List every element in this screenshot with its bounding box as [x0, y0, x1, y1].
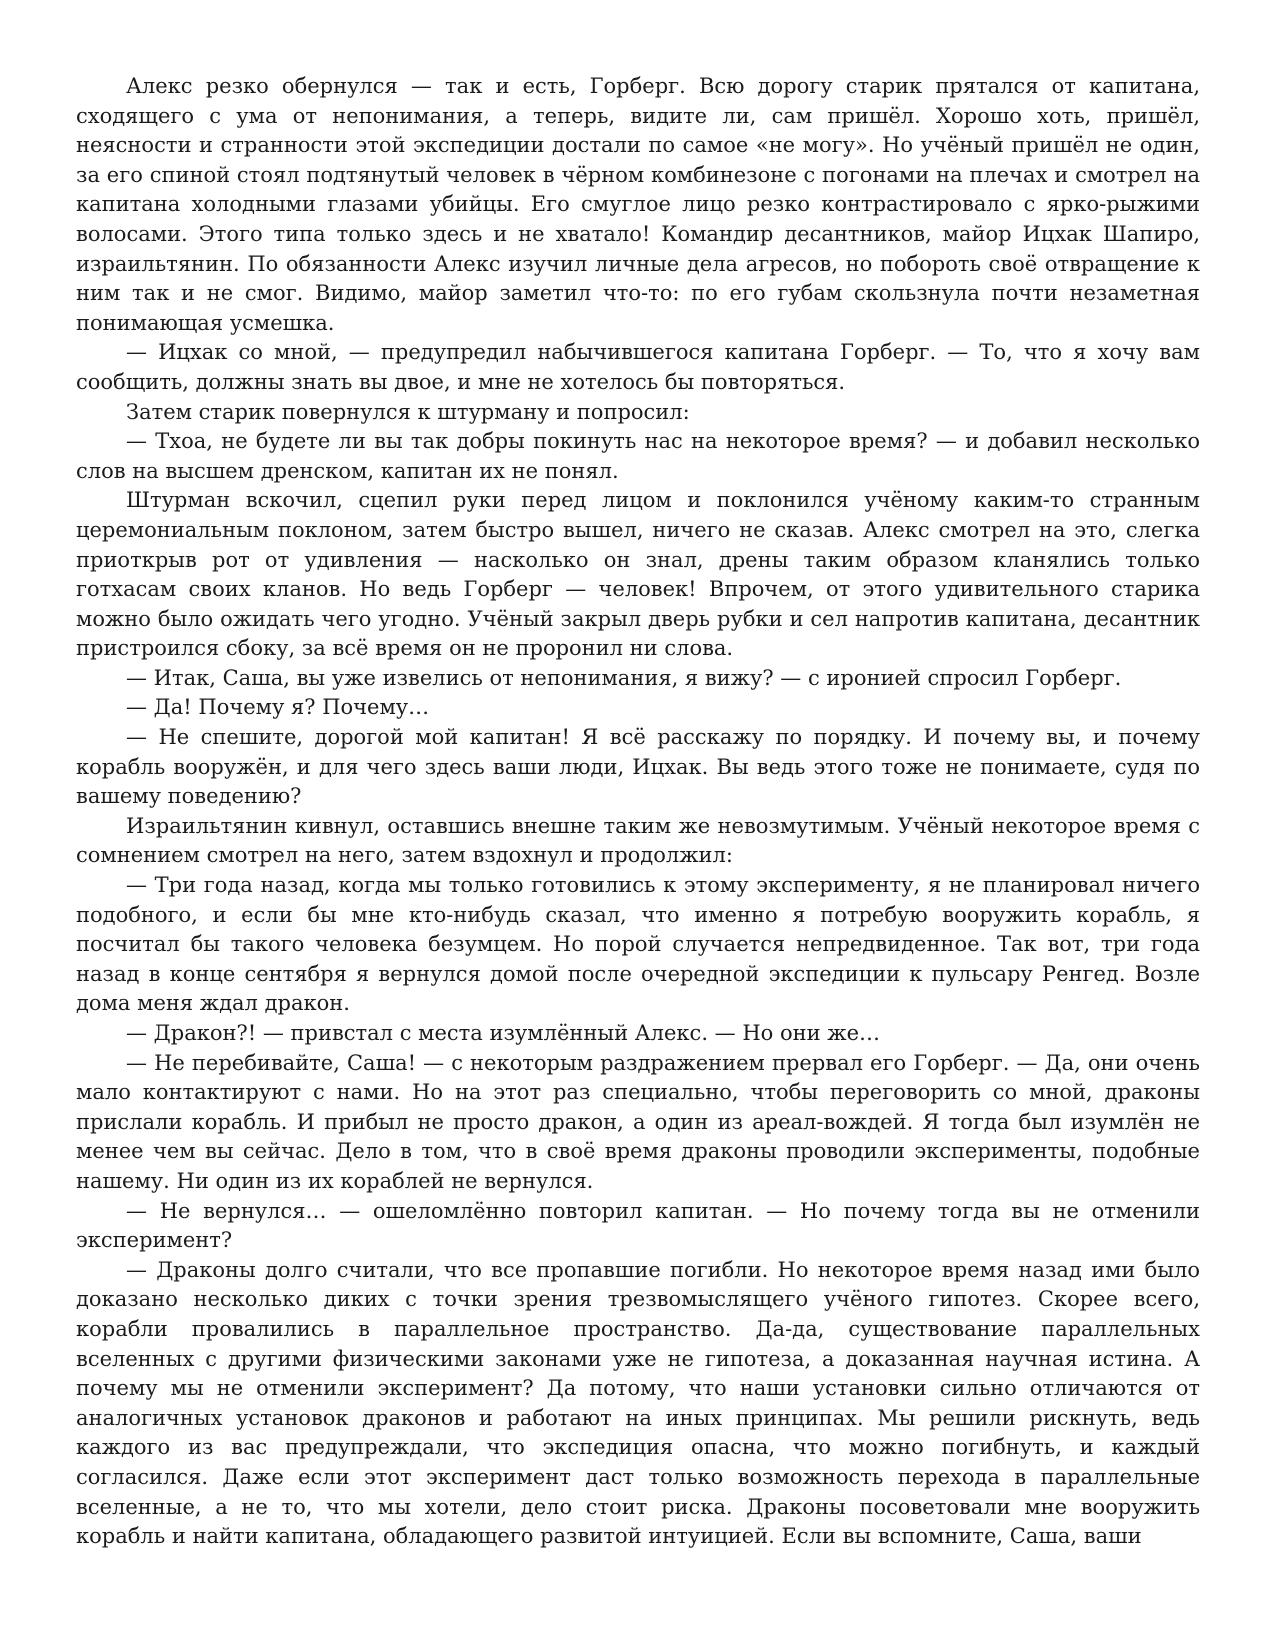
book-page — [76, 72, 1200, 1552]
paragraph: — Тхоа, не будете ли вы так добры покинуть нас на некоторое время? — и добавил несколько слов на высшем дренском, капитан их не понял. — [76, 429, 1200, 483]
paragraph: Израильтянин кивнул, оставшись внешне таким же невозмутимым. Учёный некоторое время с сомнением смотрел на него, затем вздохнул и продолжил: — [76, 813, 1200, 868]
paragraph: Затем старик повернулся к штурману и попросил: — [126, 399, 690, 424]
paragraph: — Не вернулся… — ошеломлённо повторил капитан. — Но почему тогда вы не отменили эксперимент? — [76, 1198, 1200, 1253]
paragraph: — Не спешите, дорогой мой капитан! Я всё расскажу по порядку. И почему вы, и почему корабль вооружён, и для чего здесь ваши люди, Ицхак. Вы ведь этого тоже не понимаете, судя по вашему поведению? — [76, 725, 1200, 809]
paragraph: — Итак, Саша, вы уже извелись от непонимания, я вижу? — с иронией спросил Горберг. — [126, 665, 1122, 690]
paragraph: — Да! Почему я? Почему… — [126, 695, 430, 720]
paragraph: Алекс резко обернулся — так и есть, Горберг. Всю дорогу старик прятался от капитана, сходящего с ума от непонимания, а теперь, видите ли, сам пришёл. Хорошо хоть, пришёл, неясности и странности этой экспедиции достали по самое «не могу». Но учёный пришёл не один, за его спиной стоял подтянутый человек в чёрном комбинезоне с погонами на плечах и смотрел на капитана холодными глазами убийцы. Его смуглое лицо резко контрастировало с ярко-рыжими волосами. Этого типа только здесь и не хватало! Командир десантников, майор Ицхак Шапиро, израильтянин. По обязанности Алекс изучил личные дела агресов, но побороть своё отвращение к ним так и не смог. Видимо, майор заметил что-то: по его губам скользнула почти незаметная понимающая усмешка. — [76, 74, 1200, 335]
paragraph: — Три года назад, когда мы только готовились к этому эксперименту, я не планировал ничего подобного, и если бы мне кто-нибудь сказал, что именно я потребую вооружить корабль, я посчитал бы такого человека безумцем. Но порой случается непредвиденное. Так вот, три года назад в конце сентября я вернулся домой после очередной экспедиции к пульсару Ренгед. Возле дома меня ждал дракон. — [76, 873, 1200, 1016]
paragraph: — Дракон?! — привстал с места изумлённый Алекс. — Но они же… — [126, 1021, 881, 1045]
paragraph: — Ицхак со мной, — предупредил набычившегося капитана Горберг. — То, что я хочу вам сообщить, должны знать вы двое, и мне не хотелось бы повторяться. — [76, 340, 1200, 394]
paragraph: — Драконы долго считали, что все пропавшие погибли. Но некоторое время назад ими было доказано несколько диких с точки зрения трезвомыслящего учёного гипотез. Скорее всего, корабли провалились в параллельное пространство. Да-да, существование параллельных вселенных с другими физическими законами уже не гипотеза, а доказанная научная истина. А почему мы не отменили эксперимент? Да потому, что наши установки сильно отличаются от аналогичных установок драконов и работают на иных принципах. Мы решили рискнуть, ведь каждого из вас предупреждали, что экспедиция опасна, что можно погибнуть, и каждый согласился. Даже если этот эксперимент даст только возможность перехода в параллельные вселенные, а не то, что мы хотели, дело стоит риска. Драконы посоветовали мне вооружить корабль и найти капитана, обладающего развитой интуицией. Если вы вспомните, Саша, ваши — [76, 1257, 1200, 1549]
paragraph: — Не перебивайте, Саша! — с некоторым раздражением прервал его Горберг. — Да, они очень мало контактируют с нами. Но на этот раз специально, чтобы переговорить со мной, драконы прислали корабль. И прибыл не просто дракон, а один из ареал-вождей. Я тогда был изумлён не менее чем вы сейчас. Дело в том, что в своё время драконы проводили эксперименты, подобные нашему. Ни один из их кораблей не вернулся. — [76, 1050, 1200, 1193]
paragraph: Штурман вскочил, сцепил руки перед лицом и поклонился учёному каким-то странным церемониальным поклоном, затем быстро вышел, ничего не сказав. Алекс смотрел на это, слегка приоткрыв рот от удивления — насколько он знал, дрены таким образом кланялись только готхасам своих кланов. Но ведь Горберг — человек! Впрочем, от этого удивительного старика можно было ожидать чего угодно. Учёный закрыл дверь рубки и сел напротив капитана, десантник пристроился сбоку, за всё время он не проронил ни слова. — [76, 488, 1200, 661]
